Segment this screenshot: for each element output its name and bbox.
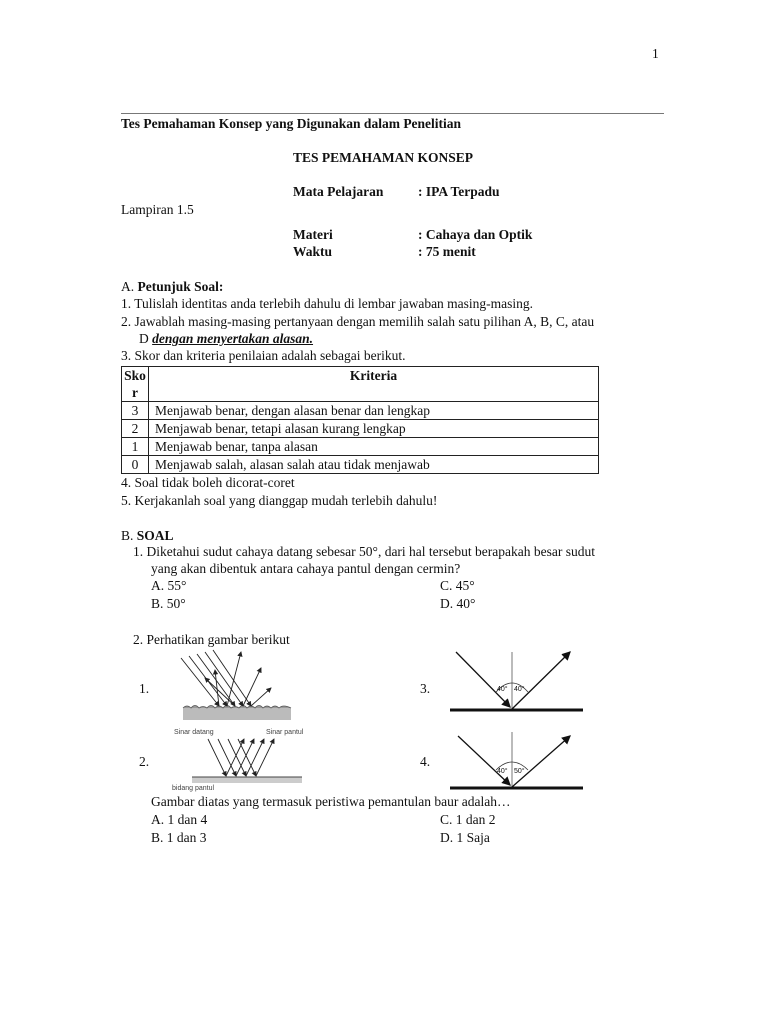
fig3-angle-left: 40° — [497, 686, 508, 693]
fig2-incident-label: Sinar datang — [174, 729, 214, 736]
section-b-title: SOAL — [136, 528, 174, 543]
table-header-kriteria: Kriteria — [149, 367, 599, 402]
figure-4-reflection-40-50 — [446, 728, 586, 794]
header-divider — [121, 113, 664, 114]
q2-option-c: C. 1 dan 2 — [440, 812, 496, 827]
instruction-item: 5. Kerjakanlah soal yang dianggap mudah terlebih dahulu! — [121, 493, 438, 508]
question-1-text: 1. Diketahui sudut cahaya datang sebesar 50°, dari hal tersebut berapakah besar sudut — [133, 544, 595, 559]
section-a-heading — [121, 279, 223, 295]
lampiran-label: Lampiran 1.5 — [121, 202, 194, 217]
table-cell-kriteria: Menjawab benar, tetapi alasan kurang lengkap — [149, 420, 599, 438]
score-table — [121, 366, 599, 474]
table-header-skor: Sko r — [122, 367, 149, 402]
section-a-title: Petunjuk Soal: — [137, 279, 224, 294]
table-cell-skor: 0 — [122, 456, 149, 474]
meta-value-subject: : IPA Terpadu — [418, 184, 500, 199]
question-1-text-cont: yang akan dibentuk antara cahaya pantul dengan cermin? — [151, 561, 461, 576]
meta-value-materi: : Cahaya dan Optik — [418, 227, 533, 242]
figure-label-2: 2. — [139, 754, 150, 769]
page-title: TES PEMAHAMAN KONSEP — [293, 150, 474, 165]
meta-value-waktu: : 75 menit — [418, 244, 476, 259]
figure-1-diffuse-reflection — [175, 648, 295, 724]
meta-label-waktu: Waktu — [293, 244, 333, 259]
q1-option-a: A. 55° — [151, 578, 187, 593]
q2-option-a: A. 1 dan 4 — [151, 812, 208, 827]
table-cell-kriteria: Menjawab benar, tanpa alasan — [149, 438, 599, 456]
table-row — [122, 438, 599, 456]
instruction-item: 3. Skor dan kriteria penilaian adalah sebagai berikut. — [121, 348, 406, 363]
instruction-item-continuation — [139, 331, 313, 347]
meta-label-materi: Materi — [293, 227, 333, 242]
figure-label-1: 1. — [139, 681, 150, 696]
figure-label-4: 4. — [420, 754, 431, 769]
instruction-item: 4. Soal tidak boleh dicorat-coret — [121, 475, 295, 490]
section-b-heading — [121, 528, 174, 544]
table-cell-skor: 2 — [122, 420, 149, 438]
fig3-angle-right: 40° — [514, 686, 525, 693]
instruction-emphasis: dengan menyertakan alasan. — [152, 331, 314, 346]
table-row — [122, 456, 599, 474]
table-header-row — [122, 367, 599, 402]
q1-option-b: B. 50° — [151, 596, 186, 611]
page-number: 1 — [652, 46, 659, 61]
section-b-prefix: B. — [121, 528, 134, 543]
q1-option-d: D. 40° — [440, 596, 476, 611]
instruction-item: 1. Tulislah identitas anda terlebih dahulu di lembar jawaban masing-masing. — [121, 296, 534, 311]
figure-2-regular-reflection — [170, 725, 310, 793]
fig2-surface-label: bidang pantul — [172, 785, 215, 792]
figure-label-3: 3. — [420, 681, 431, 696]
question-2-prompt: Gambar diatas yang termasuk peristiwa pemantulan baur adalah… — [151, 794, 511, 809]
fig4-angle-left: 40° — [497, 768, 508, 775]
table-row — [122, 420, 599, 438]
table-cell-skor: 3 — [122, 402, 149, 420]
q2-option-b: B. 1 dan 3 — [151, 830, 207, 845]
section-a-prefix: A. — [121, 279, 135, 294]
question-2-text: 2. Perhatikan gambar berikut — [133, 632, 290, 647]
figure-3-reflection-40-40 — [446, 646, 586, 716]
q2-option-d: D. 1 Saja — [440, 830, 490, 845]
instruction-cont-prefix: D — [139, 331, 153, 346]
instruction-item: 2. Jawablah masing-masing pertanyaan dengan memilih salah satu pilihan A, B, C, atau — [121, 314, 595, 329]
table-cell-kriteria: Menjawab benar, dengan alasan benar dan lengkap — [149, 402, 599, 420]
meta-label-subject: Mata Pelajaran — [293, 184, 384, 199]
fig4-angle-right: 50° — [514, 768, 525, 775]
table-row — [122, 402, 599, 420]
fig2-reflected-label: Sinar pantul — [266, 729, 304, 736]
q1-option-c: C. 45° — [440, 578, 475, 593]
doc-heading: Tes Pemahaman Konsep yang Digunakan dalam Penelitian — [121, 116, 462, 131]
table-cell-skor: 1 — [122, 438, 149, 456]
table-cell-kriteria: Menjawab salah, alasan salah atau tidak menjawab — [149, 456, 599, 474]
